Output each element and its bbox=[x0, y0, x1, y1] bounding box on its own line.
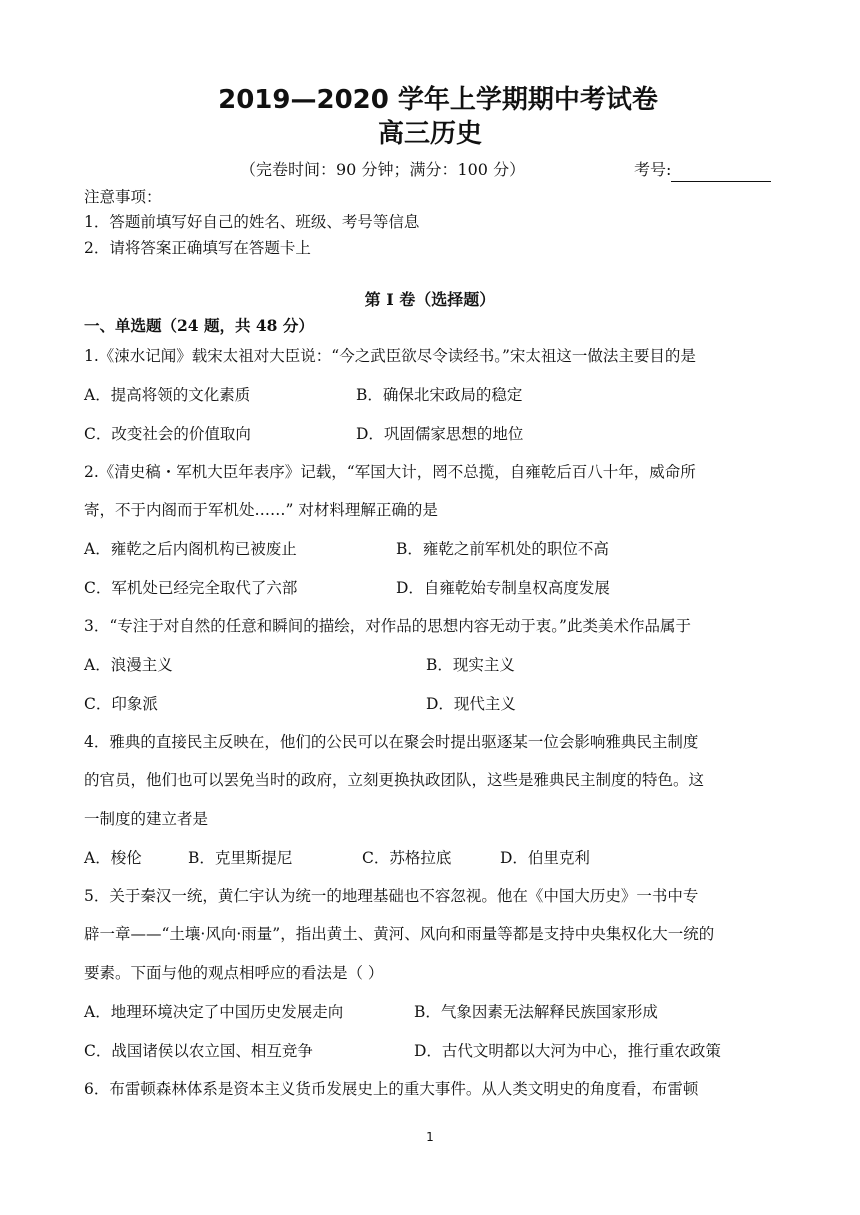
q3-option-d: D．现代主义 bbox=[426, 695, 516, 713]
q2-option-d: D．自雍乾始专制皇权高度发展 bbox=[396, 579, 610, 597]
exam-number-label: 考号: bbox=[634, 160, 672, 179]
q4-option-c: C．苏格拉底 bbox=[362, 849, 452, 867]
q3-option-b: B．现实主义 bbox=[426, 656, 515, 674]
q1-option-b: B．确保北宋政局的稳定 bbox=[356, 386, 523, 404]
question-5-text: 辟一章——“土壤·风向·雨量”，指出黄土、黄河、风向和雨量等都是支持中央集权化大一统的 bbox=[84, 925, 715, 943]
q1-option-a: A．提高将领的文化素质 bbox=[84, 386, 251, 404]
question-4-text: 4．雅典的直接民主反映在，他们的公民可以在聚会时提出驱逐某一位会影响雅典民主制度 bbox=[84, 733, 699, 751]
q4-option-a: A．梭伦 bbox=[84, 849, 142, 867]
exam-number-blank[interactable] bbox=[671, 163, 771, 182]
exam-number-field[interactable] bbox=[634, 158, 771, 182]
question-2-text: 2.《清史稿・军机大臣年表序》记载，“军国大计，罔不总揽，自雍乾后百八十年，威命所 bbox=[84, 463, 696, 481]
q5-option-b: B．气象因素无法解释民族国家形成 bbox=[414, 1003, 658, 1021]
q5-option-a: A．地理环境决定了中国历史发展走向 bbox=[84, 1003, 344, 1021]
question-4-text: 的官员，他们也可以罢免当时的政府，立刻更换执政团队，这些是雅典民主制度的特色。这 bbox=[84, 771, 705, 789]
question-6-text: 6．布雷顿森林体系是资本主义货币发展史上的重大事件。从人类文明史的角度看，布雷顿 bbox=[84, 1080, 699, 1098]
note-item: 1．答题前填写好自己的姓名、班级、考号等信息 bbox=[84, 213, 420, 231]
notes-heading: 注意事项： bbox=[84, 188, 162, 206]
question-2-text: 寄，不于内阁而于军机处……” 对材料理解正确的是 bbox=[84, 501, 438, 519]
q2-option-b: B．雍乾之前军机处的职位不高 bbox=[396, 540, 609, 558]
q5-option-c: C．战国诸侯以农立国、相互竞争 bbox=[84, 1042, 313, 1060]
section-title: 第 I 卷（选择题） bbox=[364, 290, 496, 309]
page-number: 1 bbox=[426, 1130, 434, 1144]
question-5-text: 要素。下面与他的观点相呼应的看法是（ ） bbox=[84, 964, 384, 982]
q1-option-c: C．改变社会的价值取向 bbox=[84, 425, 251, 443]
exam-title: 2019—2020 学年上学期期中考试卷 bbox=[218, 85, 658, 115]
q2-option-c: C．军机处已经完全取代了六部 bbox=[84, 579, 298, 597]
q4-option-d: D．伯里克利 bbox=[500, 849, 590, 867]
question-1-text: 1.《涑水记闻》载宋太祖对大臣说：“今之武臣欲尽令读经书。”宋太祖这一做法主要目的是 bbox=[84, 347, 696, 365]
question-5-text: 5．关于秦汉一统，黄仁宇认为统一的地理基础也不容忽视。他在《中国大历史》一书中专 bbox=[84, 887, 699, 905]
q3-option-c: C．印象派 bbox=[84, 695, 158, 713]
question-4-text: 一制度的建立者是 bbox=[84, 810, 209, 828]
q5-option-d: D．古代文明都以大河为中心，推行重农政策 bbox=[414, 1042, 721, 1060]
q1-option-d: D．巩固儒家思想的地位 bbox=[356, 425, 524, 443]
question-3-text: 3．“专注于对自然的任意和瞬间的描绘，对作品的思想内容无动于衷。”此类美术作品属于 bbox=[84, 617, 691, 635]
part-title: 一、单选题（24 题，共 48 分） bbox=[84, 316, 314, 335]
note-item: 2．请将答案正确填写在答题卡上 bbox=[84, 239, 311, 257]
q2-option-a: A．雍乾之后内阁机构已被废止 bbox=[84, 540, 297, 558]
exam-meta: （完卷时间：90 分钟；满分：100 分） bbox=[240, 160, 526, 179]
q3-option-a: A．浪漫主义 bbox=[84, 656, 173, 674]
q4-option-b: B．克里斯提尼 bbox=[188, 849, 293, 867]
exam-subject: 高三历史 bbox=[377, 119, 482, 149]
